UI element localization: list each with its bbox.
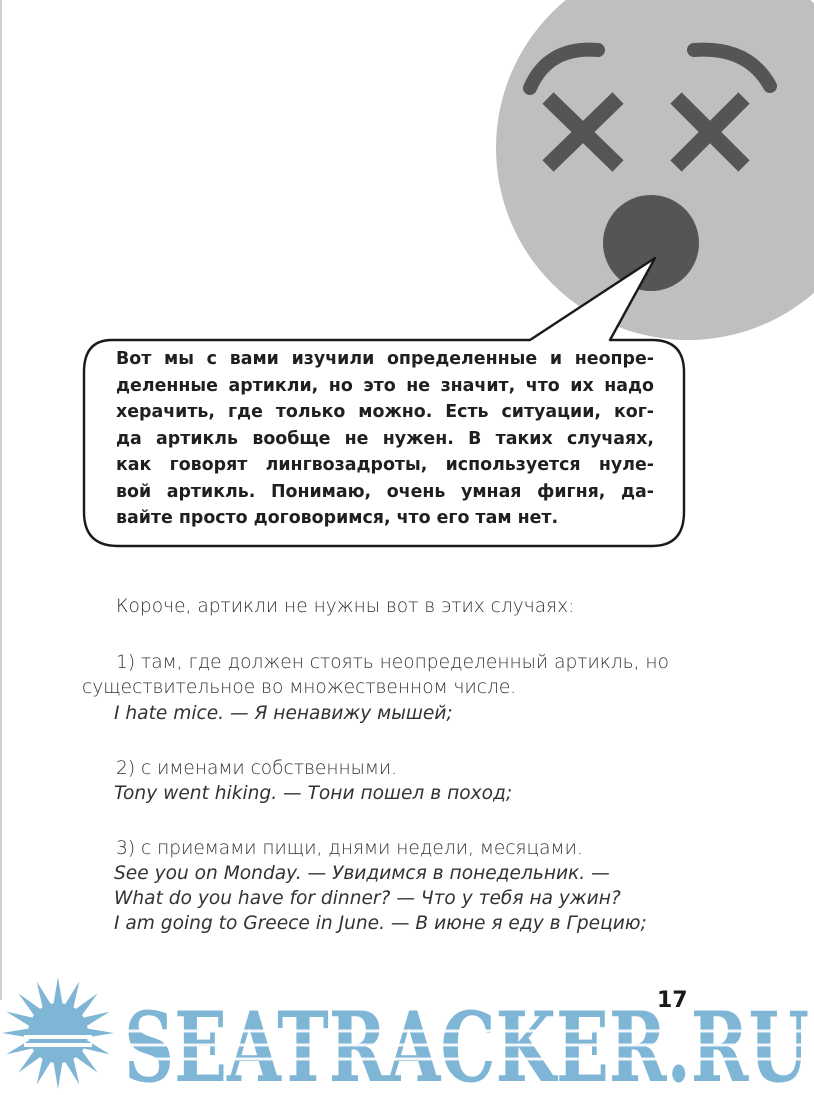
item-2-text: 2) с именами собственными. xyxy=(116,758,398,779)
page-number: 17 xyxy=(657,988,688,1013)
bubble-line: как говорят лингвозадроты, используется нуле- xyxy=(116,455,654,475)
bubble-line: херачить, где только можно. Есть ситуации, ког- xyxy=(116,402,654,422)
seatracker-watermark xyxy=(0,975,814,1095)
bubble-line: деленные артикли, но это не значит, что их надо xyxy=(116,375,654,396)
item-3-example: See you on Monday. — Увидимся в понедельник. — xyxy=(114,863,610,884)
speech-bubble-text xyxy=(116,346,654,532)
item-3-text: 3) с приемами пищи, днями недели, месяцами. xyxy=(116,838,583,859)
sun-burst-icon xyxy=(2,977,114,1089)
item-2-example: Tony went hiking. — Тони пошел в поход; xyxy=(114,783,513,804)
intro-paragraph: Короче, артикли не нужны вот в этих случаях: xyxy=(116,596,575,617)
item-3-example: What do you have for dinner? — Что у тебя на ужин? xyxy=(114,888,621,909)
bubble-line: Вот мы с вами изучили определенные и неопре- xyxy=(116,349,654,369)
item-1-text: 1) там, где должен стоять неопределенный артикль, но xyxy=(116,652,669,673)
item-3-example: I am going to Greece in June. — В июне я еду в Грецию; xyxy=(114,913,647,934)
watermark-text: SEATRACKER.RU xyxy=(124,991,809,1095)
item-1-example: I hate mice. — Я ненавижу мышей; xyxy=(114,703,453,724)
bubble-line: вой артикль. Понимаю, очень умная фигня, да- xyxy=(116,481,654,502)
bubble-line: вайте просто договоримся, что его там нет. xyxy=(116,508,559,528)
item-1-text-continued: существительное во множественном числе. xyxy=(82,677,517,698)
bubble-line: да артикль вообще не нужен. В таких случаях, xyxy=(116,428,654,449)
